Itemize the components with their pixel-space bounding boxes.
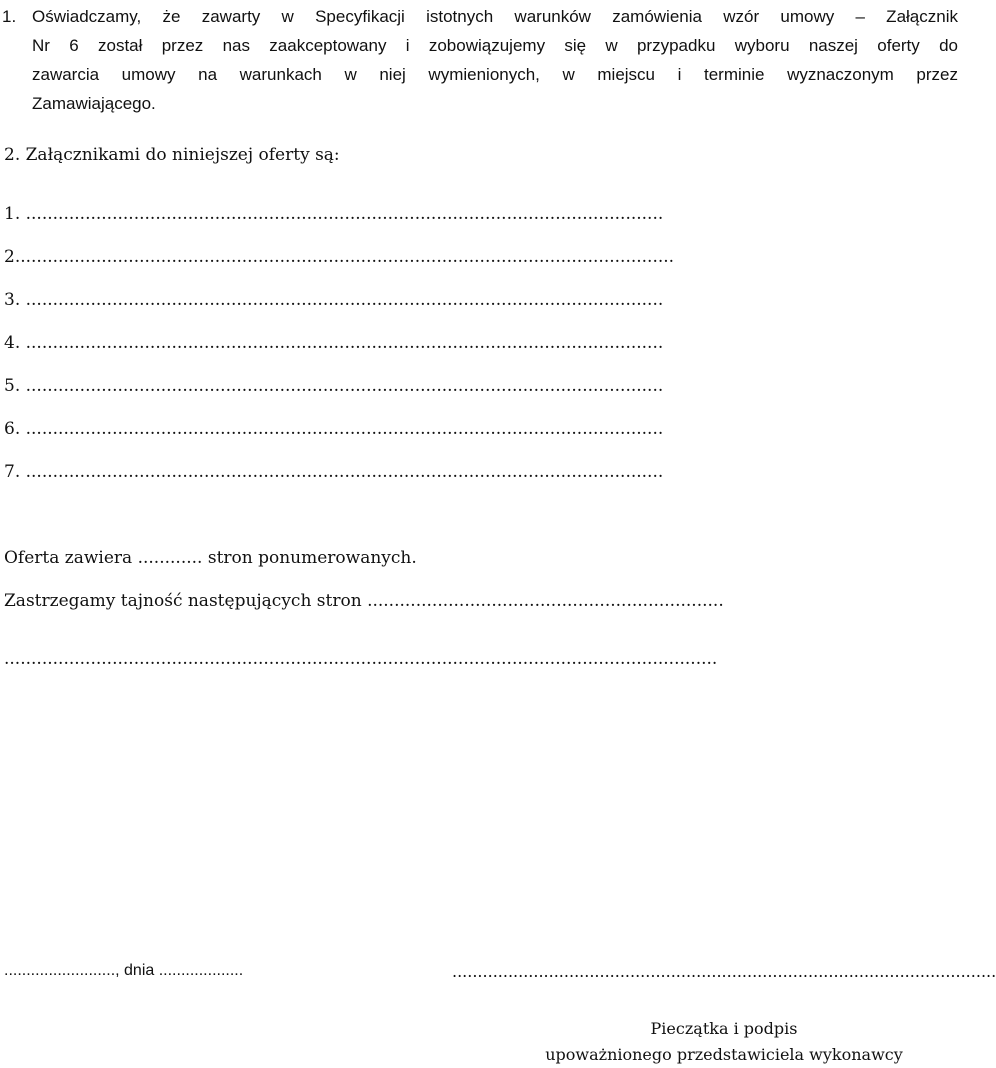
attachment-line-6: 6. ...................................................................................................................... xyxy=(4,419,664,439)
place-date-field: ........................., dnia ................... xyxy=(4,962,244,979)
statement-point-1 xyxy=(0,2,958,118)
signature-caption-line-1: Pieczątka i podpis xyxy=(650,1019,798,1038)
offer-page-count: Oferta zawiera ............ stron ponumerowanych. xyxy=(4,548,417,568)
signature-caption xyxy=(534,1016,914,1068)
point-1-text xyxy=(32,2,958,118)
point-1-line: Oświadczamy, że zawarty w Specyfikacji istotnych warunków zamówienia wzór umowy – Załącznik xyxy=(32,7,958,26)
point-1-number: 1. xyxy=(2,7,17,26)
confidential-pages: Zastrzegamy tajność następujących stron .................................................................. xyxy=(4,591,724,611)
confidential-pages-continued: .................................................................................................................................... xyxy=(4,649,718,669)
attachments-heading: 2. Załącznikami do niniejszej oferty są: xyxy=(4,145,340,165)
attachment-line-3: 3. ...................................................................................................................... xyxy=(4,290,664,310)
attachment-line-2: 2.......................................................................................................................... xyxy=(4,247,675,267)
attachment-line-4: 4. ...................................................................................................................... xyxy=(4,333,664,353)
point-1-line: Nr 6 został przez nas zaakceptowany i zobowiązujemy się w przypadku wyboru naszej oferty do xyxy=(32,36,958,55)
attachment-line-7: 7. ...................................................................................................................... xyxy=(4,462,664,482)
attachment-line-1: 1. ...................................................................................................................... xyxy=(4,204,664,224)
attachment-line-5: 5. ...................................................................................................................... xyxy=(4,376,664,396)
point-1-line: Zamawiającego. xyxy=(32,94,156,113)
signature-line: ........................................................................................................... xyxy=(452,962,996,981)
signature-caption-line-2: upoważnionego przedstawiciela wykonawcy xyxy=(545,1045,903,1064)
point-1-line: zawarcia umowy na warunkach w niej wymienionych, w miejscu i terminie wyznaczonym przez xyxy=(32,65,958,84)
